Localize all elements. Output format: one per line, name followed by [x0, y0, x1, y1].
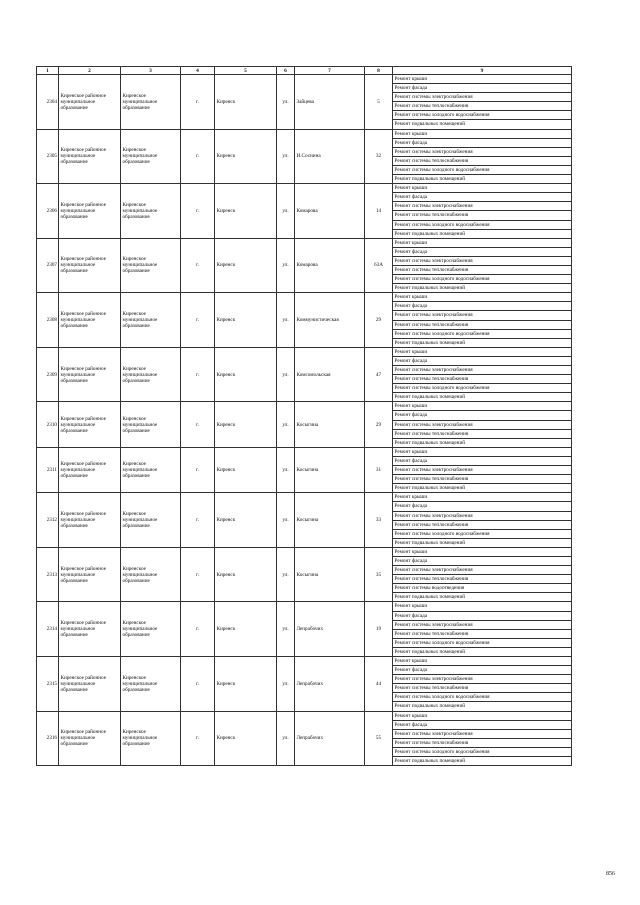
table-row: [37, 711, 572, 766]
settlement-cell: Киренское муниципальное образование: [121, 402, 181, 447]
district-cell: Киренское районное муниципальное образование: [59, 493, 121, 548]
house-number-cell: 47: [365, 347, 393, 402]
work-item: Ремонт системы электроснабжения: [393, 421, 571, 430]
city-cell: Киренск: [215, 75, 277, 130]
work-item: Ремонт фасада: [393, 193, 571, 202]
work-item: Ремонт системы холодного водоснабжения: [393, 530, 571, 539]
work-item: Ремонт системы теплоснабжения: [393, 475, 571, 484]
street-cell: Коммунистическая: [295, 293, 365, 348]
work-item: Ремонт крыши: [393, 293, 571, 302]
district-cell: Киренское районное муниципальное образование: [59, 602, 121, 657]
works-cell: [393, 447, 572, 492]
locality-type-cell: г.: [181, 75, 215, 130]
work-item: Ремонт системы теплоснабжения: [393, 211, 571, 220]
settlement-cell: Киренское муниципальное образование: [121, 602, 181, 657]
street-cell: Комарова: [295, 238, 365, 293]
district-cell: Киренское районное муниципальное образование: [59, 447, 121, 492]
street-cell: Комсомольская: [295, 347, 365, 402]
works-cell: [393, 493, 572, 548]
work-item: Ремонт системы теплоснабжения: [393, 739, 571, 748]
work-item: Ремонт подвальных помещений: [394, 703, 466, 710]
work-item: Ремонт подвальных помещений: [394, 176, 466, 183]
locality-type-cell: г.: [181, 402, 215, 447]
row-number-cell: 2305: [37, 129, 59, 184]
work-item: Ремонт крыши: [393, 402, 571, 411]
work-item: Ремонт фасада: [393, 139, 571, 148]
work-item: Ремонт фасада: [393, 612, 571, 621]
street-cell: Косыгина: [295, 547, 365, 602]
table-row: [37, 293, 572, 348]
street-cell: Лепрабочих: [295, 657, 365, 712]
work-item: Ремонт системы холодного водоснабжения: [393, 693, 571, 702]
column-header: 3: [121, 67, 181, 75]
works-cell: [393, 347, 572, 402]
table-row: [37, 657, 572, 712]
work-item: Ремонт крыши: [393, 130, 571, 139]
street-cell: И.Соснина: [295, 129, 365, 184]
locality-type-cell: г.: [181, 129, 215, 184]
work-item: Ремонт системы холодного водоснабжения: [393, 748, 571, 757]
work-item: Ремонт подвальных помещений: [394, 485, 466, 492]
work-item: Ремонт системы электроснабжения: [393, 148, 571, 157]
work-item: Ремонт системы теплоснабжения: [393, 266, 571, 275]
city-cell: Киренск: [215, 447, 277, 492]
work-item: Ремонт подвальных помещений: [394, 285, 466, 292]
work-item: Ремонт крыши: [393, 184, 571, 193]
work-item: Ремонт системы электроснабжения: [393, 311, 571, 320]
house-number-cell: 19: [365, 602, 393, 657]
city-cell: Киренск: [215, 602, 277, 657]
work-item: Ремонт крыши: [393, 448, 571, 457]
work-item: Ремонт системы электроснабжения: [393, 566, 571, 575]
row-number-cell: 2312: [37, 493, 59, 548]
work-item: Ремонт системы холодного водоснабжения: [393, 384, 571, 393]
street-type-cell: ул.: [277, 129, 295, 184]
district-cell: Киренское районное муниципальное образование: [59, 293, 121, 348]
settlement-cell: Киренское муниципальное образование: [121, 75, 181, 130]
column-header: 5: [215, 67, 277, 75]
district-cell: Киренское районное муниципальное образование: [59, 75, 121, 130]
street-type-cell: ул.: [277, 602, 295, 657]
column-header: 6: [277, 67, 295, 75]
locality-type-cell: г.: [181, 184, 215, 239]
house-number-cell: 63А: [365, 238, 393, 293]
table-row: [37, 75, 572, 130]
city-cell: Киренск: [215, 493, 277, 548]
work-item: Ремонт системы электроснабжения: [393, 730, 571, 739]
district-cell: Киренское районное муниципальное образование: [59, 711, 121, 766]
work-item: Ремонт подвальных помещений: [394, 758, 466, 765]
street-cell: Лепрабочих: [295, 602, 365, 657]
settlement-cell: Киренское муниципальное образование: [121, 493, 181, 548]
work-item: Ремонт системы теплоснабжения: [393, 575, 571, 584]
settlement-cell: Киренское муниципальное образование: [121, 293, 181, 348]
work-item: Ремонт системы электроснабжения: [393, 202, 571, 211]
table-row: [37, 347, 572, 402]
work-item: Ремонт системы холодного водоснабжения: [393, 221, 571, 230]
work-item: Ремонт крыши: [393, 239, 571, 248]
house-number-cell: 5: [365, 75, 393, 130]
house-number-cell: 32: [365, 129, 393, 184]
house-number-cell: 14: [365, 184, 393, 239]
work-item: Ремонт крыши: [393, 75, 571, 84]
settlement-cell: Киренское муниципальное образование: [121, 711, 181, 766]
row-number-cell: 2307: [37, 238, 59, 293]
district-cell: Киренское районное муниципальное образование: [59, 129, 121, 184]
locality-type-cell: г.: [181, 238, 215, 293]
row-number-cell: 2316: [37, 711, 59, 766]
work-item: Ремонт системы холодного водоснабжения: [393, 111, 571, 120]
work-item: Ремонт крыши: [393, 348, 571, 357]
district-cell: Киренское районное муниципальное образование: [59, 184, 121, 239]
work-item: Ремонт системы холодного водоснабжения: [393, 166, 571, 175]
work-item: Ремонт фасада: [393, 666, 571, 675]
column-header: 7: [295, 67, 365, 75]
table-row: [37, 129, 572, 184]
settlement-cell: Киренское муниципальное образование: [121, 657, 181, 712]
work-item: Ремонт фасада: [393, 357, 571, 366]
repair-plan-table: [36, 66, 572, 766]
works-cell: [393, 657, 572, 712]
work-item: Ремонт подвальных помещений: [394, 648, 466, 655]
city-cell: Киренск: [215, 293, 277, 348]
column-header: 2: [59, 67, 121, 75]
street-type-cell: ул.: [277, 711, 295, 766]
work-item: Ремонт системы электроснабжения: [393, 621, 571, 630]
work-item: Ремонт крыши: [393, 602, 571, 611]
table-row: [37, 238, 572, 293]
settlement-cell: Киренское муниципальное образование: [121, 184, 181, 239]
work-item: Ремонт системы электроснабжения: [393, 93, 571, 102]
work-item: Ремонт фасада: [393, 721, 571, 730]
work-item: Ремонт системы водоотведения: [393, 584, 571, 593]
work-item: Ремонт системы электроснабжения: [393, 675, 571, 684]
work-item: Ремонт системы электроснабжения: [393, 466, 571, 475]
work-item: Ремонт системы теплоснабжения: [393, 630, 571, 639]
city-cell: Киренск: [215, 129, 277, 184]
works-cell: [393, 129, 572, 184]
column-header: 9: [393, 67, 572, 75]
work-item: Ремонт фасада: [393, 248, 571, 257]
settlement-cell: Киренское муниципальное образование: [121, 547, 181, 602]
works-cell: [393, 184, 572, 239]
works-cell: [393, 238, 572, 293]
work-item: Ремонт системы теплоснабжения: [393, 684, 571, 693]
district-cell: Киренское районное муниципальное образование: [59, 347, 121, 402]
row-number-cell: 2304: [37, 75, 59, 130]
street-type-cell: ул.: [277, 293, 295, 348]
city-cell: Киренск: [215, 547, 277, 602]
table-row: [37, 547, 572, 602]
work-item: Ремонт крыши: [393, 712, 571, 721]
row-number-cell: 2309: [37, 347, 59, 402]
work-item: Ремонт системы электроснабжения: [393, 257, 571, 266]
house-number-cell: 31: [365, 447, 393, 492]
works-cell: [393, 402, 572, 447]
work-item: Ремонт системы теплоснабжения: [393, 157, 571, 166]
work-item: Ремонт фасада: [393, 411, 571, 420]
settlement-cell: Киренское муниципальное образование: [121, 238, 181, 293]
work-item: Ремонт системы холодного водоснабжения: [393, 330, 571, 339]
work-item: Ремонт подвальных помещений: [394, 339, 466, 346]
header-row: [37, 67, 572, 75]
table-row: [37, 493, 572, 548]
district-cell: Киренское районное муниципальное образование: [59, 238, 121, 293]
city-cell: Киренск: [215, 184, 277, 239]
street-type-cell: ул.: [277, 547, 295, 602]
city-cell: Киренск: [215, 238, 277, 293]
column-header: 8: [365, 67, 393, 75]
work-item: Ремонт системы электроснабжения: [393, 512, 571, 521]
district-cell: Киренское районное муниципальное образование: [59, 657, 121, 712]
house-number-cell: 44: [365, 657, 393, 712]
settlement-cell: Киренское муниципальное образование: [121, 129, 181, 184]
works-cell: [393, 602, 572, 657]
row-number-cell: 2310: [37, 402, 59, 447]
street-cell: Зайцева: [295, 75, 365, 130]
street-type-cell: ул.: [277, 238, 295, 293]
row-number-cell: 2308: [37, 293, 59, 348]
work-item: Ремонт подвальных помещений: [394, 439, 466, 446]
row-number-cell: 2313: [37, 547, 59, 602]
street-type-cell: ул.: [277, 657, 295, 712]
street-cell: Косыгина: [295, 447, 365, 492]
house-number-cell: 33: [365, 493, 393, 548]
table-row: [37, 602, 572, 657]
locality-type-cell: г.: [181, 347, 215, 402]
street-type-cell: ул.: [277, 184, 295, 239]
work-item: Ремонт крыши: [393, 493, 571, 502]
column-header: 1: [37, 67, 59, 75]
table-row: [37, 184, 572, 239]
street-cell: Лепрабочих: [295, 711, 365, 766]
district-cell: Киренское районное муниципальное образование: [59, 402, 121, 447]
street-type-cell: ул.: [277, 493, 295, 548]
work-item: Ремонт фасада: [393, 502, 571, 511]
table-row: [37, 402, 572, 447]
house-number-cell: 29: [365, 293, 393, 348]
house-number-cell: 35: [365, 547, 393, 602]
locality-type-cell: г.: [181, 493, 215, 548]
work-item: Ремонт крыши: [393, 548, 571, 557]
column-header: 4: [181, 67, 215, 75]
locality-type-cell: г.: [181, 602, 215, 657]
work-item: Ремонт фасада: [393, 84, 571, 93]
street-cell: Комарова: [295, 184, 365, 239]
works-cell: [393, 75, 572, 130]
work-item: Ремонт подвальных помещений: [394, 121, 466, 128]
city-cell: Киренск: [215, 657, 277, 712]
work-item: Ремонт подвальных помещений: [394, 230, 466, 237]
street-type-cell: ул.: [277, 402, 295, 447]
work-item: Ремонт фасада: [393, 457, 571, 466]
settlement-cell: Киренское муниципальное образование: [121, 347, 181, 402]
work-item: Ремонт системы теплоснабжения: [393, 521, 571, 530]
work-item: Ремонт крыши: [393, 657, 571, 666]
work-item: Ремонт системы теплоснабжения: [393, 321, 571, 330]
street-type-cell: ул.: [277, 347, 295, 402]
locality-type-cell: г.: [181, 657, 215, 712]
work-item: Ремонт подвальных помещений: [394, 594, 466, 601]
city-cell: Киренск: [215, 711, 277, 766]
street-type-cell: ул.: [277, 447, 295, 492]
street-type-cell: ул.: [277, 75, 295, 130]
work-item: Ремонт фасада: [393, 557, 571, 566]
locality-type-cell: г.: [181, 547, 215, 602]
street-cell: Косыгина: [295, 402, 365, 447]
page-number: 856: [606, 871, 615, 877]
works-cell: [393, 711, 572, 766]
city-cell: Киренск: [215, 347, 277, 402]
house-number-cell: 29: [365, 402, 393, 447]
street-cell: Косыгина: [295, 493, 365, 548]
works-cell: [393, 293, 572, 348]
work-item: Ремонт системы электроснабжения: [393, 366, 571, 375]
work-item: Ремонт системы теплоснабжения: [393, 375, 571, 384]
locality-type-cell: г.: [181, 711, 215, 766]
table-row: [37, 447, 572, 492]
district-cell: Киренское районное муниципальное образование: [59, 547, 121, 602]
city-cell: Киренск: [215, 402, 277, 447]
work-item: Ремонт подвальных помещений: [394, 539, 466, 546]
work-item: Ремонт системы теплоснабжения: [393, 102, 571, 111]
work-item: Ремонт подвальных помещений: [394, 394, 466, 401]
work-item: Ремонт системы теплоснабжения: [393, 430, 571, 439]
locality-type-cell: г.: [181, 447, 215, 492]
works-cell: [393, 547, 572, 602]
settlement-cell: Киренское муниципальное образование: [121, 447, 181, 492]
row-number-cell: 2311: [37, 447, 59, 492]
work-item: Ремонт системы холодного водоснабжения: [393, 639, 571, 648]
locality-type-cell: г.: [181, 293, 215, 348]
row-number-cell: 2306: [37, 184, 59, 239]
work-item: Ремонт фасада: [393, 302, 571, 311]
row-number-cell: 2315: [37, 657, 59, 712]
row-number-cell: 2314: [37, 602, 59, 657]
work-item: Ремонт системы холодного водоснабжения: [393, 275, 571, 284]
house-number-cell: 55: [365, 711, 393, 766]
